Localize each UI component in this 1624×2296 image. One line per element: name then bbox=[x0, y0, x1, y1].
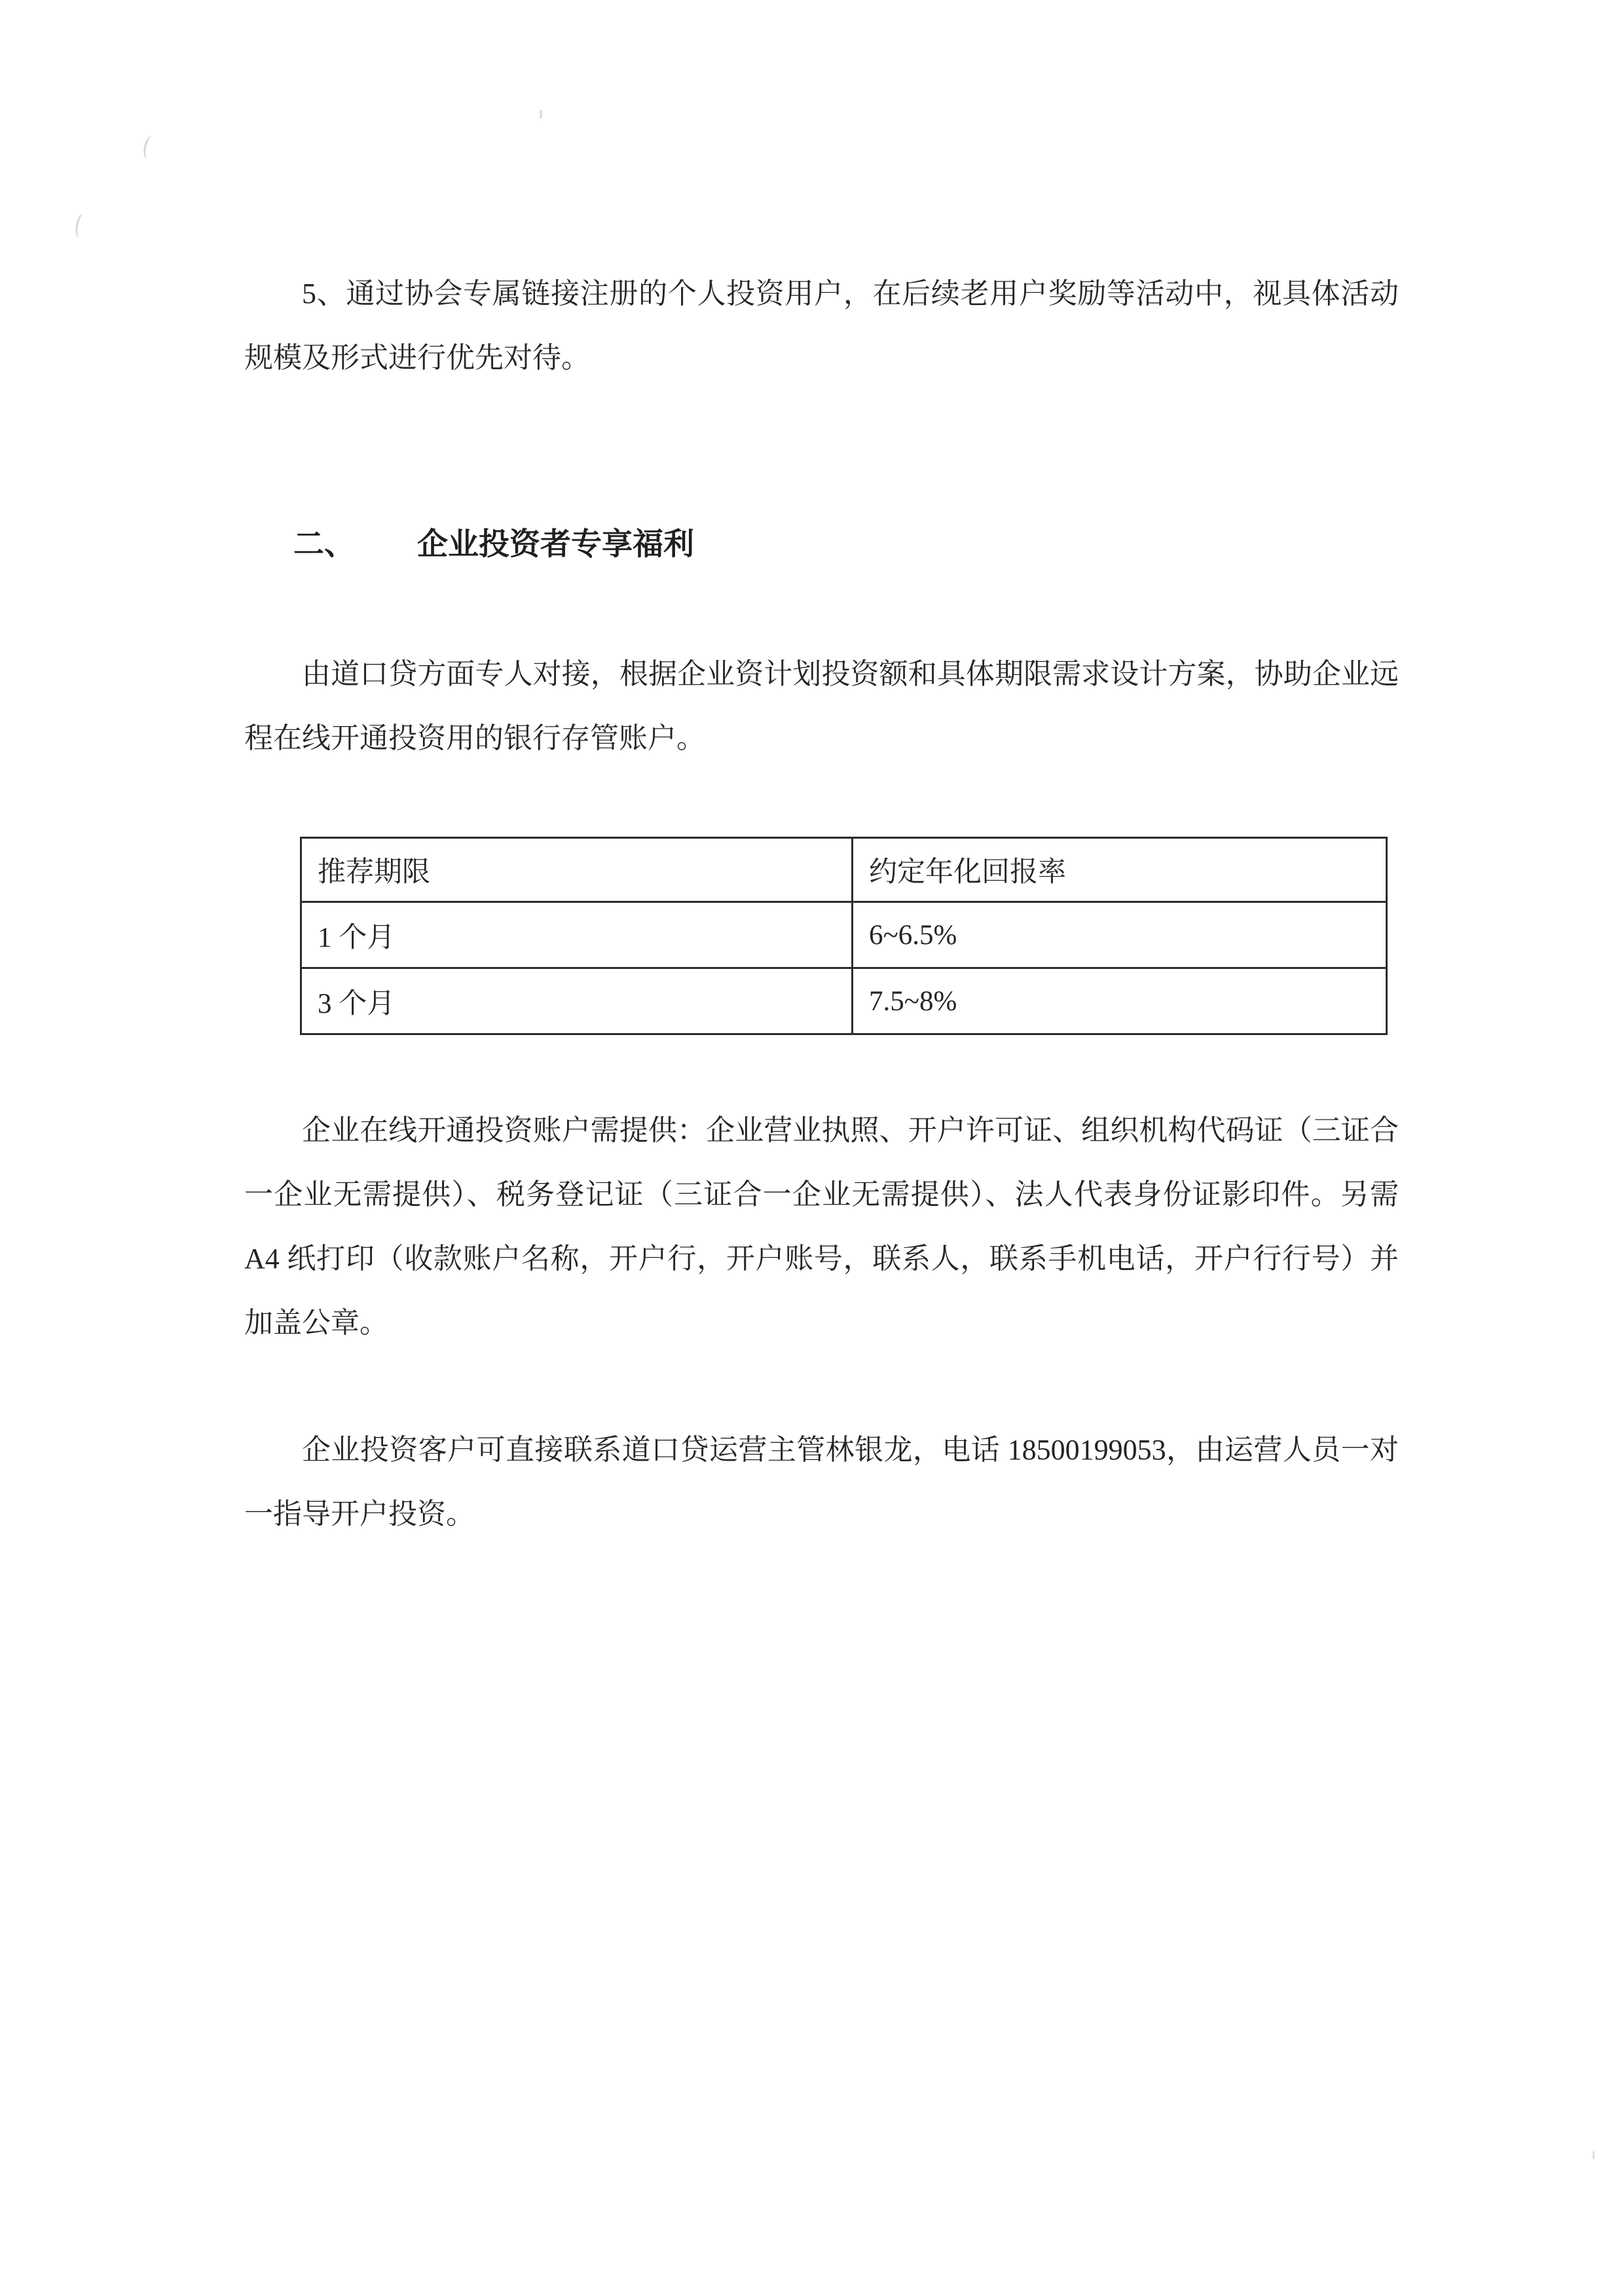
section-heading bbox=[293, 524, 694, 566]
table-header-return-rate: 约定年化回报率 bbox=[853, 838, 1387, 902]
table-header-row bbox=[301, 838, 1387, 902]
section-heading-title: 企业投资者专享福利 bbox=[417, 528, 694, 562]
table-cell-return-rate: 6~6.5% bbox=[853, 902, 1387, 968]
table-cell-term: 3 个月 bbox=[301, 968, 853, 1034]
section-heading-numeral: 二、 bbox=[293, 528, 355, 562]
recommended-term-return-table bbox=[300, 837, 1388, 1035]
scan-artifact-speck bbox=[1593, 2151, 1595, 2159]
paragraph-account-opening-requirements: 企业在线开通投资账户需提供：企业营业执照、开户许可证、组织机构代码证（三证合一企业无需提供）、税务登记证（三证合一企业无需提供）、法人代表身份证影印件。另需 A4 纸打印（收款账户名称，开户行，开户账号，联系人，联系手机电话，开户行行号）并加盖公章。 bbox=[244, 1114, 1399, 1339]
paragraph-corporate-intro: 由道口贷方面专人对接，根据企业资计划投资额和具体期限需求设计方案，协助企业远程在线开通投资用的银行存管账户。 bbox=[244, 658, 1399, 754]
table-row bbox=[301, 902, 1387, 968]
scan-artifact-mark bbox=[74, 213, 88, 239]
paragraph-contact-info: 企业投资客户可直接联系道口贷运营主管林银龙，电话 18500199053，由运营人员一对一指导开户投资。 bbox=[244, 1434, 1399, 1530]
paragraph-individual-investor-benefit-5: 5、通过协会专属链接注册的个人投资用户，在后续老用户奖励等活动中，视具体活动规模及形式进行优先对待。 bbox=[244, 278, 1399, 374]
table-header-term: 推荐期限 bbox=[301, 838, 853, 902]
table-cell-term: 1 个月 bbox=[301, 902, 853, 968]
scan-artifact-mark bbox=[141, 135, 156, 160]
table-cell-return-rate: 7.5~8% bbox=[853, 968, 1387, 1034]
table-row bbox=[301, 968, 1387, 1034]
scan-artifact-speck bbox=[540, 110, 542, 118]
